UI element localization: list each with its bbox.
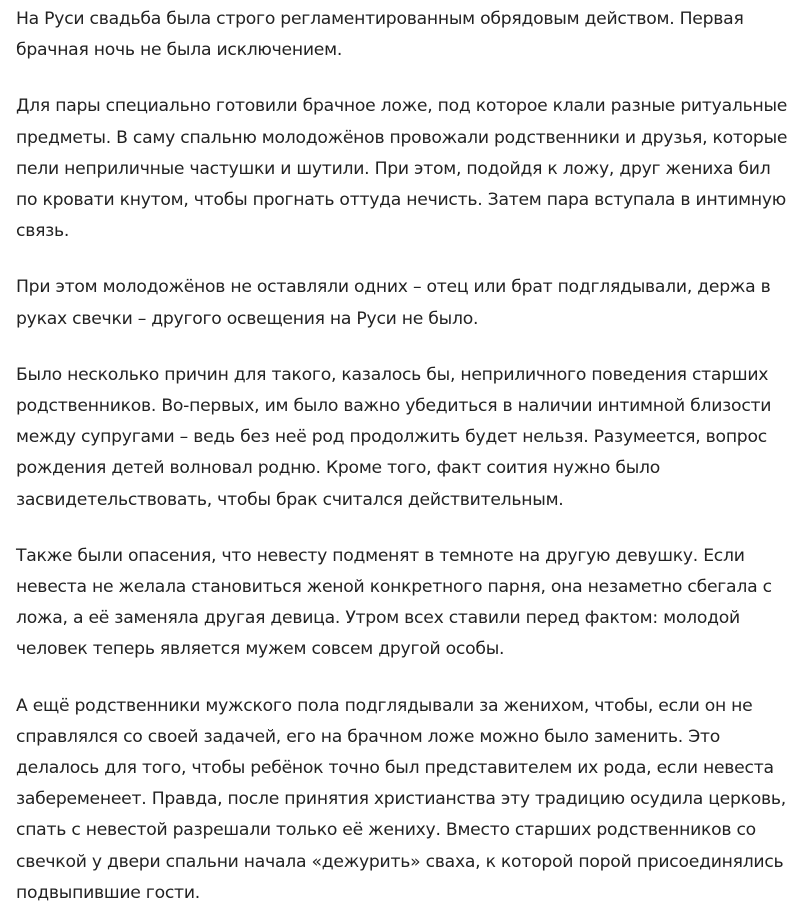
article-paragraph-1: На Руси свадьба была строго регламентированным обрядовым действом. Первая брачная ночь не была исключением. (16, 9, 744, 61)
article-paragraph-2: Для пары специально готовили брачное ложе, под которое клали разные ритуальные предметы. В саму спальню молодожёнов провожали родственники и друзья, которые пели неприличные частушки и шутили. При этом, подойдя к ложу, друг жениха бил по кровати кнутом, чтобы прогнать оттуда нечисть. Затем пара вступала в интимную связь. (16, 96, 788, 242)
article-paragraph-6: А ещё родственники мужского пола подглядывали за женихом, чтобы, если он не справлялся со своей задачей, его на брачном ложе можно было заменить. Это делалось для того, чтобы ребёнок точно был представителем их рода, если невеста забеременеет. Правда, после принятия христианства эту традицию осудила церковь, спать с невестой разрешали только её жениху. Вместо старших родственников со свечкой у двери спальни начала «дежурить» сваха, к которой порой присоединялись подвыпившие гости. (16, 695, 786, 903)
article-paragraph-4: Было несколько причин для такого, казалось бы, неприличного поведения старших родственников. Во-первых, им было важно убедиться в наличии интимной близости между супругами – ведь без неё род продолжить будет нельзя. Разумеется, вопрос рождения детей волновал родню. Кроме того, факт соития нужно было засвидетельствовать, чтобы брак считался действительным. (16, 364, 772, 510)
article-paragraph-3: При этом молодожёнов не оставляли одних – отец или брат подглядывали, держа в руках свечки – другого освещения на Руси не было. (16, 277, 771, 329)
article-paragraph-5: Также были опасения, что невесту подменят в темноте на другую девушку. Если невеста не желала становиться женой конкретного парня, она незаметно сбегала с ложа, а её заменяла другая девица. Утром всех ставили перед фактом: молодой человек теперь является мужем совсем другой особы. (16, 545, 772, 660)
